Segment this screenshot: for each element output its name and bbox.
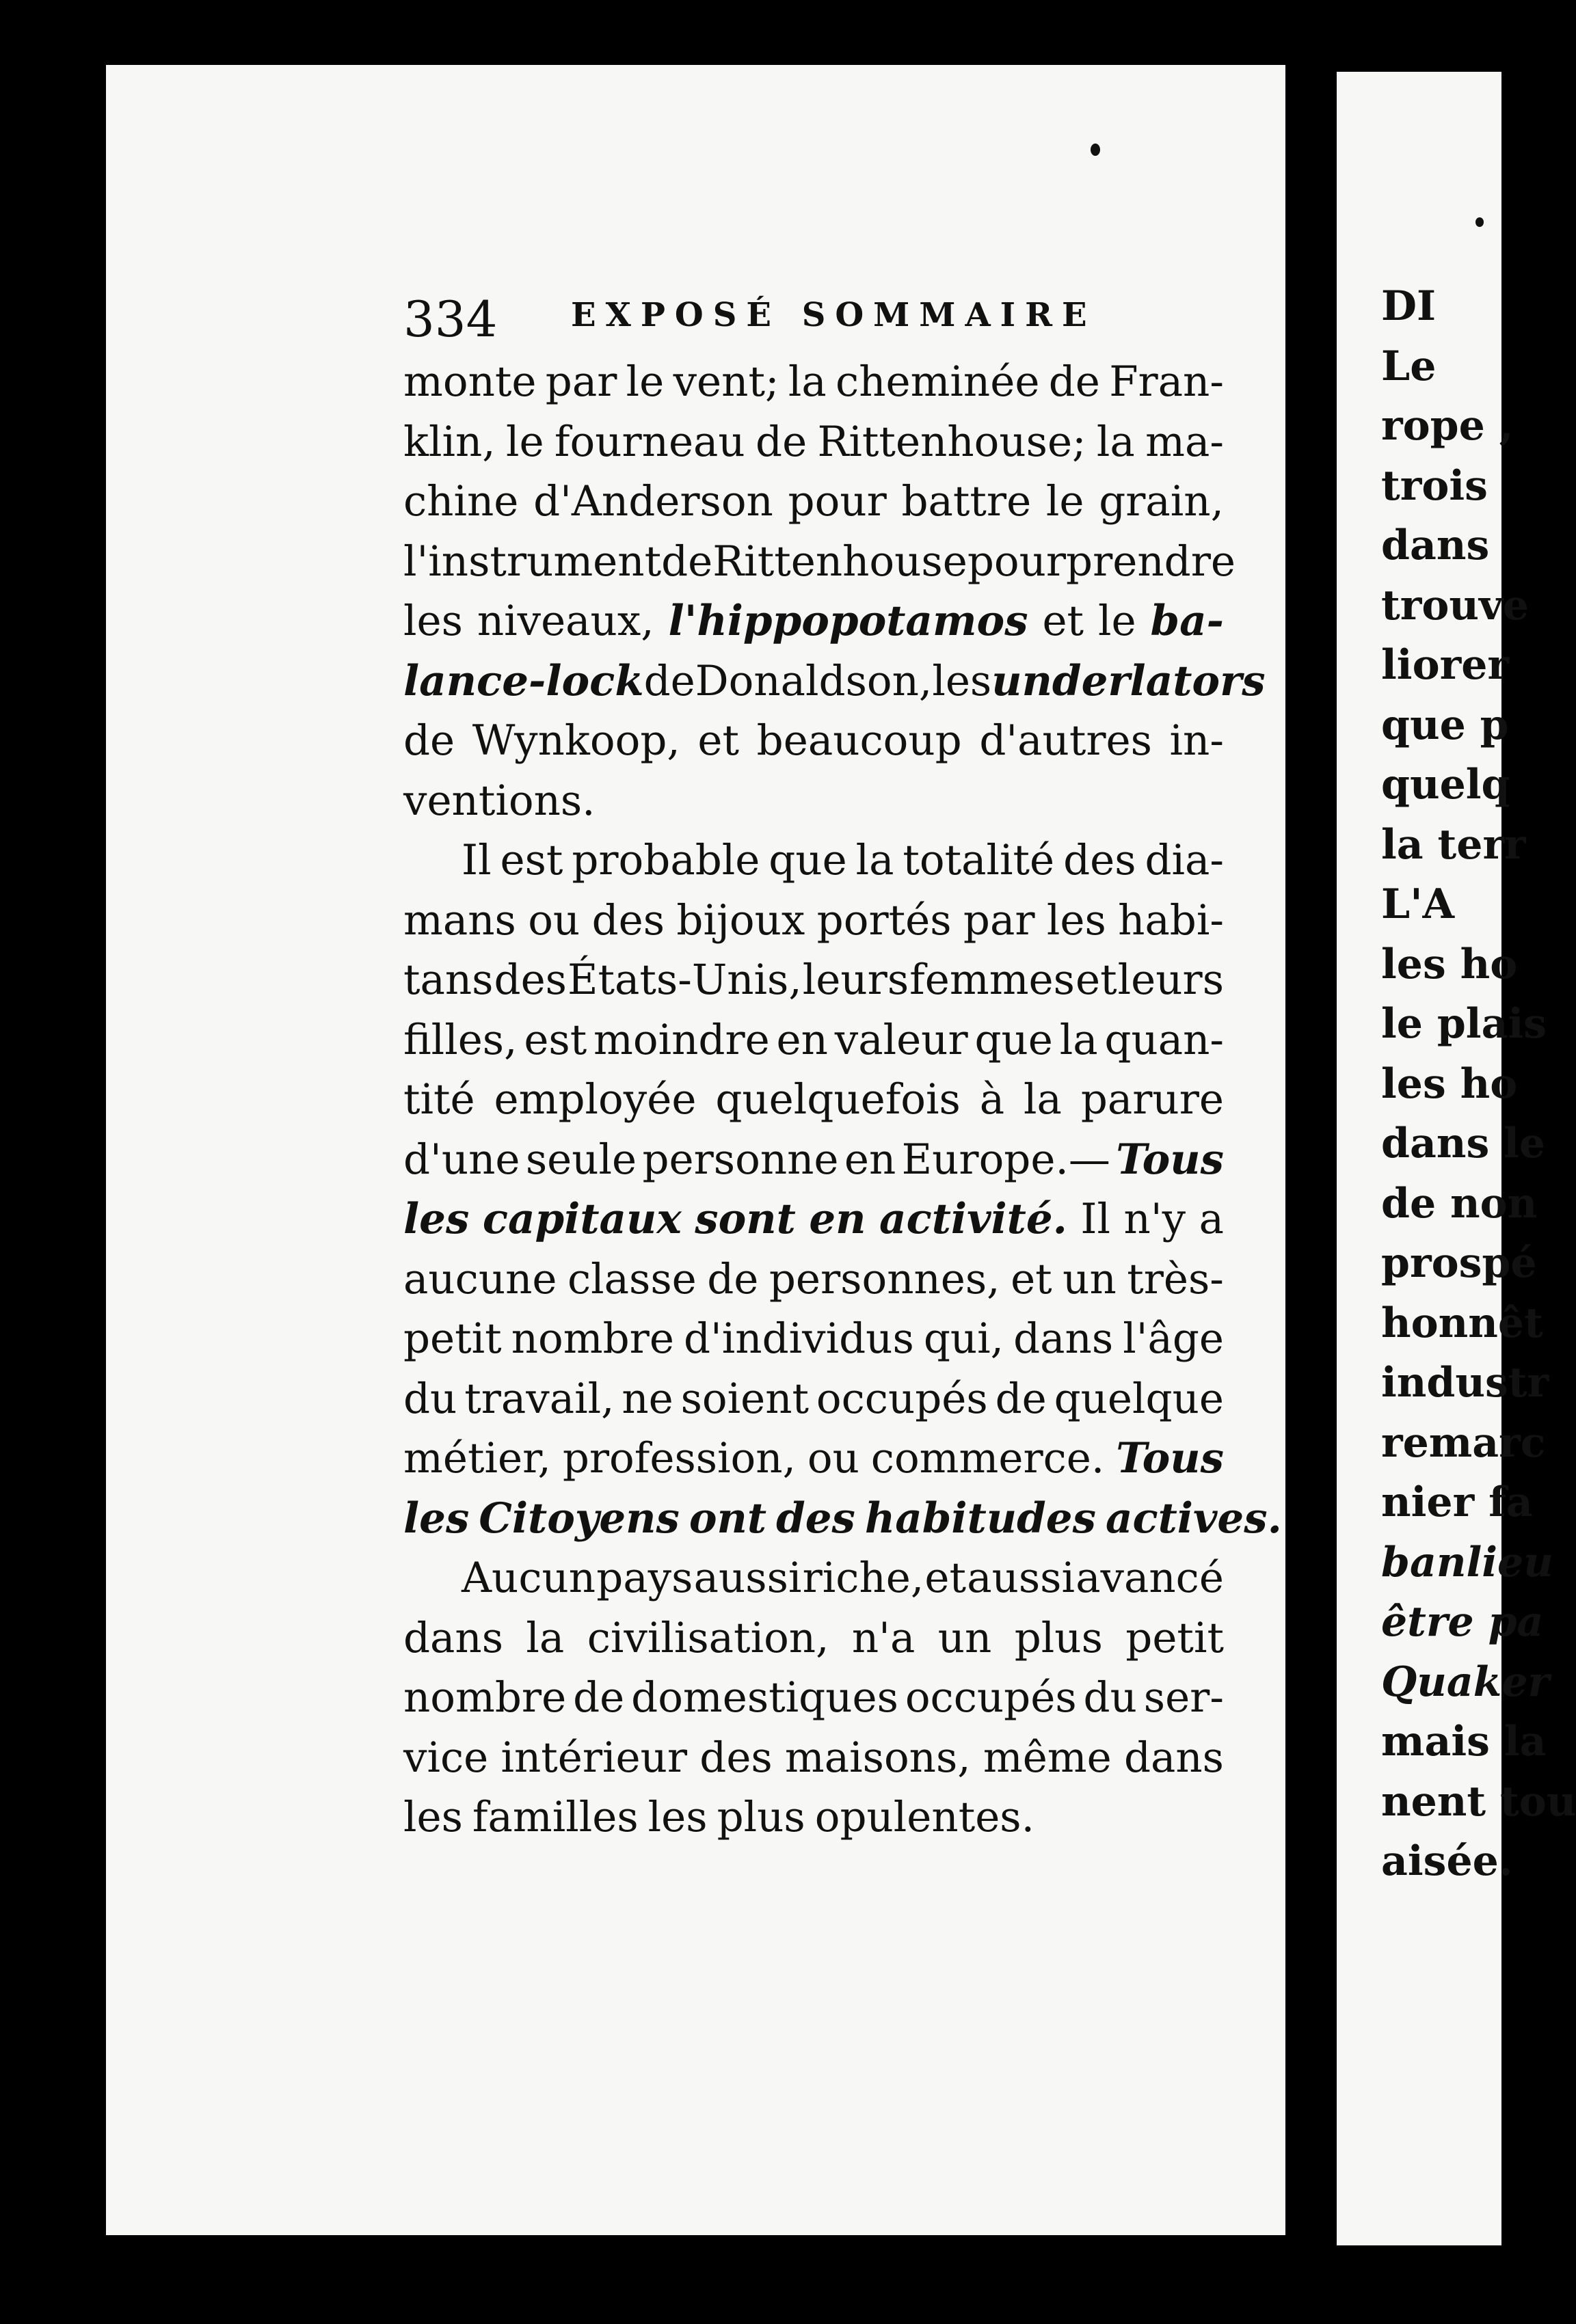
word: n'a (851, 1613, 916, 1662)
word: la (1096, 417, 1135, 466)
word: tans (403, 956, 494, 1004)
word: classe (567, 1254, 697, 1303)
word: du (1083, 1673, 1137, 1722)
word: maisons, (784, 1733, 971, 1782)
word: parure (1080, 1075, 1224, 1124)
word: par (545, 357, 617, 406)
word: des (776, 1494, 855, 1543)
word: Il (462, 836, 492, 884)
word: ma- (1145, 417, 1224, 466)
word: lance-lock (403, 656, 644, 705)
word: que (974, 1015, 1053, 1064)
word: les (932, 656, 992, 705)
facing-line: trois (1381, 461, 1488, 510)
word: hippopotamos (697, 597, 1028, 645)
facing-line: le plais (1381, 1000, 1547, 1048)
text-line (403, 891, 1224, 951)
word: habitudes (864, 1494, 1096, 1543)
word: les (647, 1793, 708, 1841)
facing-line: dans (1381, 522, 1490, 569)
word: Donaldson, (695, 656, 933, 705)
word: de (661, 537, 713, 586)
text-line (403, 1249, 1224, 1310)
word: leurs (1117, 956, 1224, 1004)
word: employée (494, 1075, 697, 1124)
word: de (707, 1254, 759, 1303)
word: vent; (673, 357, 779, 406)
text-line (403, 1010, 1224, 1070)
text-line (403, 412, 1224, 472)
word: des (494, 956, 567, 1004)
word: de (995, 1374, 1047, 1423)
word: personne (642, 1135, 839, 1184)
word: pays (596, 1554, 693, 1602)
word: dans (403, 1613, 504, 1662)
word: totalité (903, 836, 1055, 884)
word: la (788, 357, 827, 406)
facing-line: les ho (1381, 1059, 1518, 1108)
word: à (979, 1075, 1005, 1124)
word: en (776, 1015, 828, 1064)
word: le (505, 417, 544, 466)
word: occupés (905, 1673, 1077, 1722)
word-group (669, 591, 1028, 651)
word: occupés (816, 1374, 988, 1423)
text-line (403, 1608, 1224, 1668)
word: commerce. (870, 1434, 1105, 1483)
text-line (403, 1787, 1224, 1848)
word: dans (1013, 1314, 1114, 1363)
word: Rittenhouse (712, 537, 967, 586)
page-header (403, 290, 1241, 352)
facing-line: mais la (1381, 1718, 1547, 1766)
word: nombre (511, 1314, 674, 1363)
text-line (403, 591, 1224, 651)
word: chine (403, 477, 519, 526)
word: ser- (1143, 1673, 1224, 1722)
facing-line: être pa (1381, 1598, 1544, 1646)
word: pour (788, 477, 887, 526)
word: aussi (693, 1554, 802, 1602)
word: ou (807, 1434, 859, 1483)
text-line (403, 1728, 1224, 1788)
word: klin, (403, 417, 496, 466)
word: d'Anderson (533, 477, 773, 526)
word: un (937, 1613, 992, 1662)
word: est (500, 836, 563, 884)
word: Rittenhouse; (817, 417, 1086, 466)
word: quan- (1104, 1015, 1224, 1064)
word: in- (1169, 716, 1224, 765)
word: pour (967, 537, 1067, 586)
facing-line: L'A (1381, 880, 1455, 928)
word: capitaux (482, 1195, 682, 1243)
word: battre (901, 477, 1032, 526)
word: familles (472, 1793, 639, 1841)
word: actives. (1105, 1494, 1282, 1543)
running-title: EXPOSÉ SOMMAIRE (571, 296, 1097, 334)
word: et (697, 716, 740, 765)
word: seule (525, 1135, 637, 1184)
facing-line: banlieu (1381, 1538, 1553, 1586)
word: n'y (1123, 1195, 1186, 1243)
text-line (403, 1189, 1224, 1249)
text-line (403, 1429, 1224, 1489)
word: civilisation, (587, 1613, 829, 1662)
word: activité. (879, 1195, 1067, 1243)
text-line (403, 1548, 1224, 1608)
word: métier, (403, 1434, 551, 1483)
word: cheminée (836, 357, 1040, 406)
word: les (403, 1494, 470, 1543)
word: opulentes. (814, 1793, 1034, 1841)
text-line (403, 651, 1266, 712)
text-line (403, 472, 1224, 532)
word: la (1024, 1075, 1062, 1124)
word: quelque (1054, 1374, 1224, 1423)
word: moindre (593, 1015, 770, 1064)
word: et (1075, 956, 1117, 1004)
word: par (963, 895, 1035, 945)
word: intérieur (500, 1733, 688, 1782)
facing-line: la terr (1381, 820, 1526, 869)
text-line (403, 711, 1224, 771)
word: mans (403, 895, 516, 945)
word: Tous (1116, 1135, 1224, 1184)
word: les (1046, 895, 1106, 945)
word: soient (680, 1374, 810, 1423)
word: très- (1127, 1254, 1224, 1303)
word: petit (403, 1314, 502, 1363)
word: les (403, 1195, 470, 1243)
word: aussi (967, 1554, 1075, 1602)
body-text (403, 352, 1282, 1848)
facing-line: de non (1381, 1179, 1538, 1228)
word: Tous (1116, 1434, 1224, 1483)
text-line (403, 950, 1224, 1010)
text-line (403, 532, 1236, 592)
word: qui, (923, 1314, 1004, 1363)
word: des (699, 1733, 773, 1782)
word: Il (1080, 1195, 1111, 1243)
word: la (1059, 1015, 1098, 1064)
word: Wynkoop, (472, 716, 680, 765)
text-line (403, 830, 1224, 891)
text-line (403, 1070, 1224, 1130)
word: est (524, 1015, 587, 1064)
text-line (403, 1668, 1224, 1728)
word: des (591, 895, 665, 945)
word: le (1045, 477, 1084, 526)
word: sont (695, 1195, 796, 1243)
word: riche, (802, 1554, 924, 1602)
word: fourneau (554, 417, 745, 466)
word: travail, (464, 1374, 615, 1423)
facing-line: remarc (1381, 1418, 1546, 1467)
word: plus (717, 1793, 805, 1841)
word: ba- (1150, 597, 1224, 645)
facing-line: rope , (1381, 402, 1514, 450)
word: quelquefois (715, 1075, 961, 1124)
word: le (626, 357, 665, 406)
word: probable (572, 836, 760, 884)
word: de (403, 716, 455, 765)
word: valeur (834, 1015, 968, 1064)
word: habi- (1118, 895, 1224, 945)
word: grain, (1099, 477, 1224, 526)
word: d'individus (683, 1314, 914, 1363)
ink-speck (1091, 144, 1100, 156)
word: les (403, 597, 463, 645)
word: la (855, 836, 894, 884)
word: dans (1123, 1733, 1224, 1782)
word: avancé (1076, 1554, 1224, 1602)
word: filles, (403, 1015, 518, 1064)
text-line (403, 1309, 1224, 1369)
word: tité (403, 1075, 475, 1124)
facing-line: dans le (1381, 1120, 1546, 1167)
word: un (1063, 1254, 1117, 1303)
word: de (643, 656, 695, 705)
word: domestiques (631, 1673, 898, 1722)
facing-line: que p (1381, 701, 1509, 749)
text-line (403, 1369, 1224, 1429)
word: les (403, 1793, 463, 1841)
facing-line: Quaker (1381, 1658, 1550, 1706)
word: monte (403, 357, 537, 406)
word: profession, (562, 1434, 796, 1483)
word: ne (622, 1374, 673, 1423)
facing-line: industr (1381, 1359, 1549, 1407)
word: l'instrument (403, 537, 662, 586)
word: l'âge (1123, 1314, 1224, 1363)
word: beaucoup (756, 716, 962, 765)
word: et (924, 1554, 967, 1602)
word: aucune (403, 1254, 557, 1303)
facing-line: honnêt (1381, 1299, 1543, 1347)
word: personnes, (769, 1254, 1000, 1303)
word: que (769, 836, 847, 884)
facing-line: nier fa (1381, 1478, 1533, 1526)
word: Aucun (462, 1554, 596, 1602)
word: bijoux (676, 895, 805, 945)
word: d'une (403, 1135, 520, 1184)
word: et (1011, 1254, 1052, 1303)
word: ont (689, 1494, 767, 1543)
word: en (809, 1195, 866, 1243)
word: niveaux, (477, 597, 654, 645)
text-line (403, 771, 1224, 831)
facing-line: les ho (1381, 940, 1518, 988)
word: de (756, 417, 807, 466)
facing-line: trouve (1381, 581, 1530, 630)
word: prendre (1066, 537, 1236, 586)
word: des (1063, 836, 1136, 884)
text-line (403, 1489, 1282, 1549)
word: l' (668, 597, 697, 645)
facing-line: DI (1381, 282, 1437, 330)
word: vice (403, 1733, 489, 1782)
facing-page-text (1381, 277, 1576, 1892)
facing-line: liorer (1381, 641, 1510, 689)
word: Fran- (1109, 357, 1224, 406)
word: États-Unis, (567, 956, 802, 1004)
word: leurs (802, 956, 909, 1004)
facing-line: prospé (1381, 1239, 1537, 1287)
word: en (844, 1135, 896, 1184)
text-line (403, 1130, 1224, 1190)
word: Citoyens (479, 1494, 680, 1543)
word: la (526, 1613, 565, 1662)
facing-line: nent tou (1381, 1777, 1576, 1826)
text-line (403, 352, 1224, 412)
word: ou (528, 895, 580, 945)
facing-line: aisée. (1381, 1837, 1513, 1885)
word: d'autres (979, 716, 1152, 765)
page-number: 334 (403, 290, 498, 348)
word: a (1199, 1195, 1224, 1243)
word: underlators (991, 656, 1266, 705)
ink-speck (1475, 217, 1484, 227)
word: dia- (1145, 836, 1224, 884)
word: portés (816, 895, 952, 945)
facing-line: quelq (1381, 761, 1510, 809)
word: petit (1125, 1613, 1224, 1662)
word: même (983, 1733, 1112, 1782)
word: le (1097, 597, 1136, 645)
facing-line: Le (1381, 342, 1437, 390)
word: nombre (403, 1673, 567, 1722)
word: de (573, 1673, 625, 1722)
word: de (1048, 357, 1100, 406)
word: femmes (909, 956, 1075, 1004)
word: du (403, 1374, 457, 1423)
word: ventions. (403, 776, 596, 825)
word: et (1042, 597, 1084, 645)
word: plus (1014, 1613, 1103, 1662)
word: Europe.— (901, 1135, 1110, 1184)
